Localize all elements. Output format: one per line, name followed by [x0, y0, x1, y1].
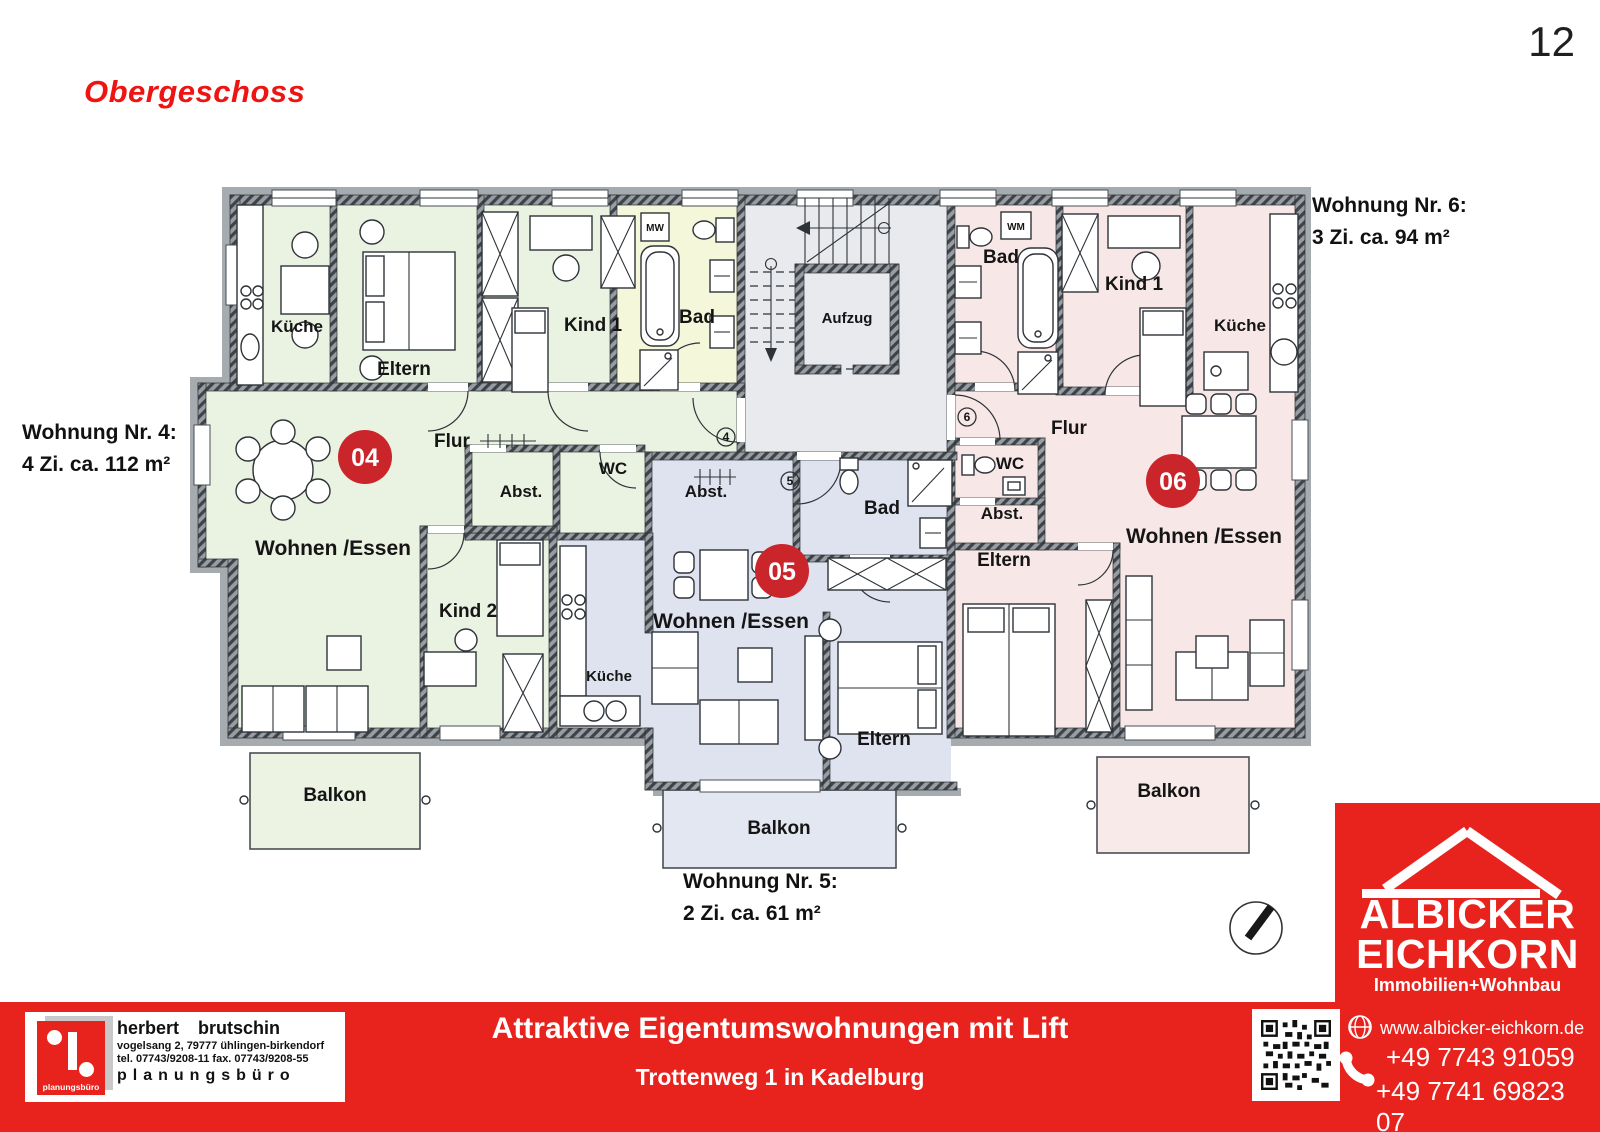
- room-label: Kind 1: [1104, 274, 1164, 295]
- room-label: Wohnen /Essen: [255, 537, 411, 560]
- door-tag-6: 6: [963, 410, 971, 424]
- aufzug-label: Aufzug: [821, 310, 873, 327]
- planner-address: vogelsang 2, 79777 ühlingen-birkendorf: [117, 1040, 325, 1052]
- room-label: Küche: [1214, 316, 1266, 335]
- planner-telfax: tel. 07743/9208-11 fax. 07743/9208-55: [117, 1053, 309, 1065]
- website-link[interactable]: www.albicker-eichkorn.de: [1380, 1018, 1585, 1038]
- room-label: Balkon: [303, 785, 367, 806]
- page-number: 12: [1528, 18, 1575, 65]
- planner-word: planungsbüro: [117, 1067, 296, 1084]
- apartment-5-size: 2 Zi. ca. 61 m²: [683, 901, 821, 925]
- badge-04: 04: [351, 444, 379, 472]
- apartment-4-size: 4 Zi. ca. 112 m²: [22, 452, 171, 476]
- globe-icon: [1346, 1013, 1374, 1041]
- brand-name-1: ALBICKER: [1359, 891, 1576, 937]
- room-label: Kind 1: [563, 315, 623, 336]
- apartment-6-label: [1312, 190, 1467, 253]
- planner-logo: [37, 1021, 105, 1095]
- apartment-4-label: [22, 417, 177, 480]
- qr-pattern: [1261, 1020, 1331, 1090]
- appliance-label: MW: [646, 223, 664, 234]
- room-label: Balkon: [747, 818, 811, 839]
- room-label: Bad: [679, 307, 715, 328]
- apartment-6-size: 3 Zi. ca. 94 m²: [1312, 225, 1450, 249]
- badge-06: 06: [1159, 468, 1187, 496]
- room-label: Abst.: [980, 504, 1024, 523]
- room-label: Bad: [864, 498, 900, 519]
- planner-text: [117, 1018, 343, 1085]
- banner-subheadline: Trottenweg 1 in Kadelburg: [635, 1064, 925, 1090]
- floor-plan: [185, 183, 1320, 960]
- apartment-6-title: Wohnung Nr. 6:: [1312, 194, 1467, 217]
- room-label: Abst.: [499, 482, 543, 501]
- room-label: Bad: [983, 247, 1019, 268]
- logo-dot: [79, 1062, 94, 1077]
- room-label: Eltern: [377, 359, 431, 380]
- appliance-label: WM: [1007, 222, 1025, 233]
- room-label: Abst.: [684, 482, 728, 501]
- badge-05: 05: [768, 558, 796, 586]
- compass-icon: [1230, 902, 1282, 954]
- logo-dot: [47, 1030, 62, 1045]
- phone-number-2: +49 7741 69823 07: [1376, 1076, 1565, 1132]
- room-label: Küche: [586, 668, 632, 685]
- room-label: Balkon: [1137, 781, 1201, 802]
- qr-code: [1252, 1009, 1340, 1101]
- banner-headline: Attraktive Eigentumswohnungen mit Lift: [491, 1012, 1069, 1045]
- apartment-5-title: Wohnung Nr. 5:: [683, 870, 838, 893]
- room-label: Eltern: [857, 729, 911, 750]
- planner-name: herbert brutschin: [117, 1018, 281, 1038]
- door-tag-5: 5: [786, 474, 794, 488]
- room-label: WC: [995, 454, 1025, 473]
- room-label: Kind 2: [438, 601, 498, 622]
- room-label: Flur: [434, 431, 470, 452]
- room-label: Wohnen /Essen: [653, 610, 809, 633]
- brand-name-2: EICHKORN: [1356, 931, 1579, 977]
- logo-bar: [68, 1032, 77, 1070]
- brand-tagline: Immobilien+Wohnbau: [1373, 975, 1562, 995]
- room-label: Flur: [1051, 418, 1087, 439]
- room-label: Eltern: [977, 550, 1031, 571]
- door-tag-4: 4: [722, 430, 730, 444]
- room-label: Wohnen /Essen: [1126, 525, 1282, 548]
- apartment-4-title: Wohnung Nr. 4:: [22, 421, 177, 444]
- page-title: Obergeschoss: [84, 74, 306, 109]
- planner-logo-box: [25, 1012, 345, 1102]
- room-label: Küche: [271, 317, 323, 336]
- phone-icon: [1336, 1046, 1380, 1090]
- planner-logo-caption: planungsbüro: [42, 1082, 100, 1092]
- phone-number-1: +49 7743 91059: [1386, 1042, 1575, 1072]
- room-label: WC: [598, 459, 628, 478]
